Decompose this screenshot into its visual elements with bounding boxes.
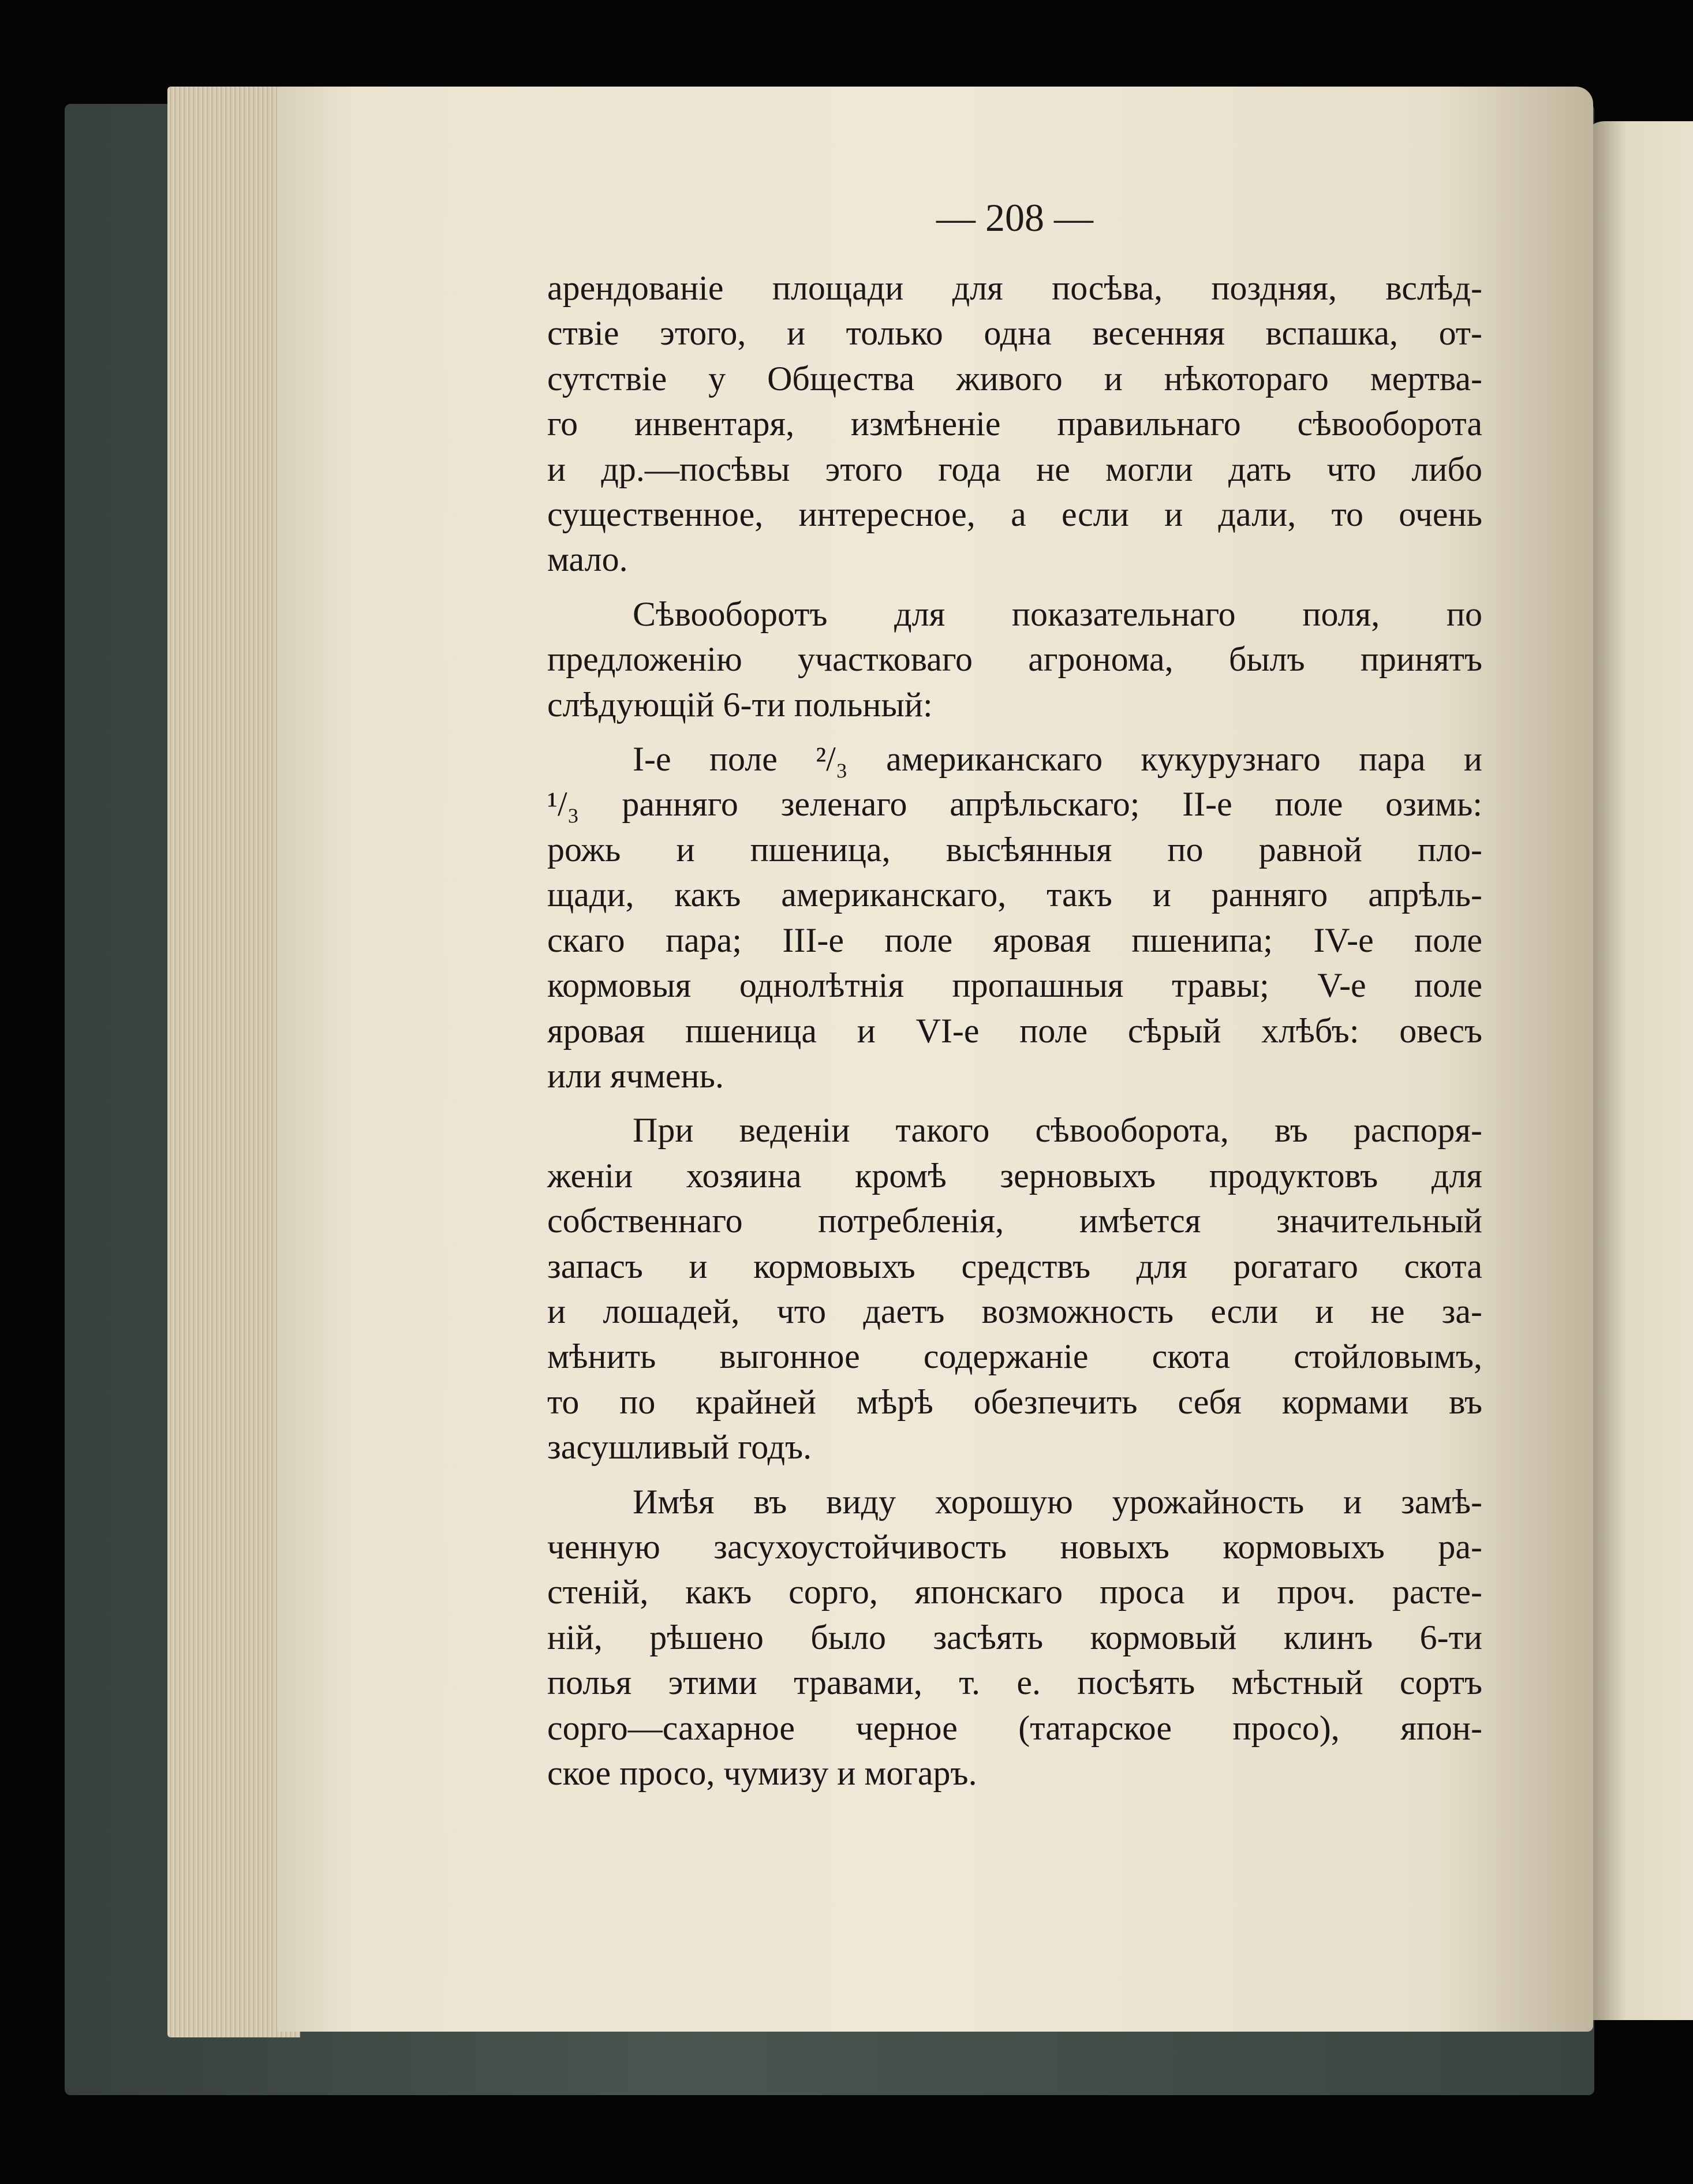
text-line: собственнаго потребленія, имѣется значительный [547,1202,1482,1240]
text-line: мало. [547,540,628,579]
text-line: ченную засухоустойчивость новыхъ кормовыхъ ра- [547,1527,1482,1566]
text-line: сутствіе у Общества живого и нѣкотораго мертва- [547,359,1482,398]
paragraph-5 [547,1479,1482,1796]
text-line: ній, рѣшено было засѣять кормовый клинъ 6-ти [547,1618,1482,1656]
text-line: полья этими травами, т. е. посѣять мѣстный сортъ [547,1663,1482,1702]
text-line: стеній, какъ сорго, японскаго проса и проч. расте- [547,1573,1482,1611]
facing-page-edge [1582,121,1693,2020]
text-line: запасъ и кормовыхъ средствъ для рогатаго скота [547,1247,1482,1285]
text-line: I-е поле ²/₃ американскаго кукурузнаго пара и [633,740,1482,779]
text-line: предложенію участковаго агронома, былъ принятъ [547,640,1482,679]
text-line: существенное, интересное, а если и дали, то очень [547,495,1482,534]
text-line: и лошадей, что даетъ возможность если и не за- [547,1292,1482,1330]
text-line: то по крайней мѣрѣ обезпечить себя кормами въ [547,1382,1482,1421]
text-line: или ячмень. [547,1056,724,1095]
text-line: щади, какъ американскаго, такъ и ранняго апрѣль- [547,876,1482,914]
text-line: рожь и пшеница, высѣянныя по равной пло- [547,830,1482,869]
text-line: арендованіе площади для посѣва, поздняя, вслѣд- [547,269,1482,307]
text-line: яровая пшеница и VI-е поле сѣрый хлѣбъ: овесъ [547,1011,1482,1050]
text-line: ¹/₃ ранняго зеленаго апрѣльскаго; II-е поле озимь: [547,785,1482,824]
text-line: го инвентаря, измѣненіе правильнаго сѣвооборота [547,405,1482,443]
page-body [547,265,1482,1805]
paragraph-3 [547,736,1482,1098]
text-line: сорго—сахарное черное (татарское просо), япон- [547,1708,1482,1747]
text-line: Сѣвооборотъ для показательнаго поля, по [633,594,1482,633]
text-line: кормовыя однолѣтнія пропашныя травы; V-е поле [547,966,1482,1005]
paragraph-4 [547,1108,1482,1469]
text-line: слѣдующій 6-ти польный: [547,685,933,724]
text-line: ствіе этого, и только одна весенняя вспашка, от- [547,314,1482,353]
page-header [547,0,1482,289]
text-line: и др.—посѣвы этого года не могли дать что либо [547,450,1482,488]
paragraph-2 [547,592,1482,727]
page-number: — 208 — [936,196,1093,240]
text-line: При веденіи такого сѣвооборота, въ распоря- [633,1111,1482,1150]
text-line: женіи хозяина кромѣ зерновыхъ продуктовъ для [547,1156,1482,1195]
text-line: засушливый годъ. [547,1428,812,1467]
text-line: ское просо, чумизу и могаръ. [547,1754,977,1792]
text-line: Имѣя въ виду хорошую урожайность и замѣ- [633,1482,1482,1521]
text-line: мѣнить выгонное содержаніе скота стойловымъ, [547,1337,1482,1376]
text-line: скаго пара; III-е поле яровая пшенипа; IV-е поле [547,921,1482,959]
paragraph-1 [547,265,1482,582]
